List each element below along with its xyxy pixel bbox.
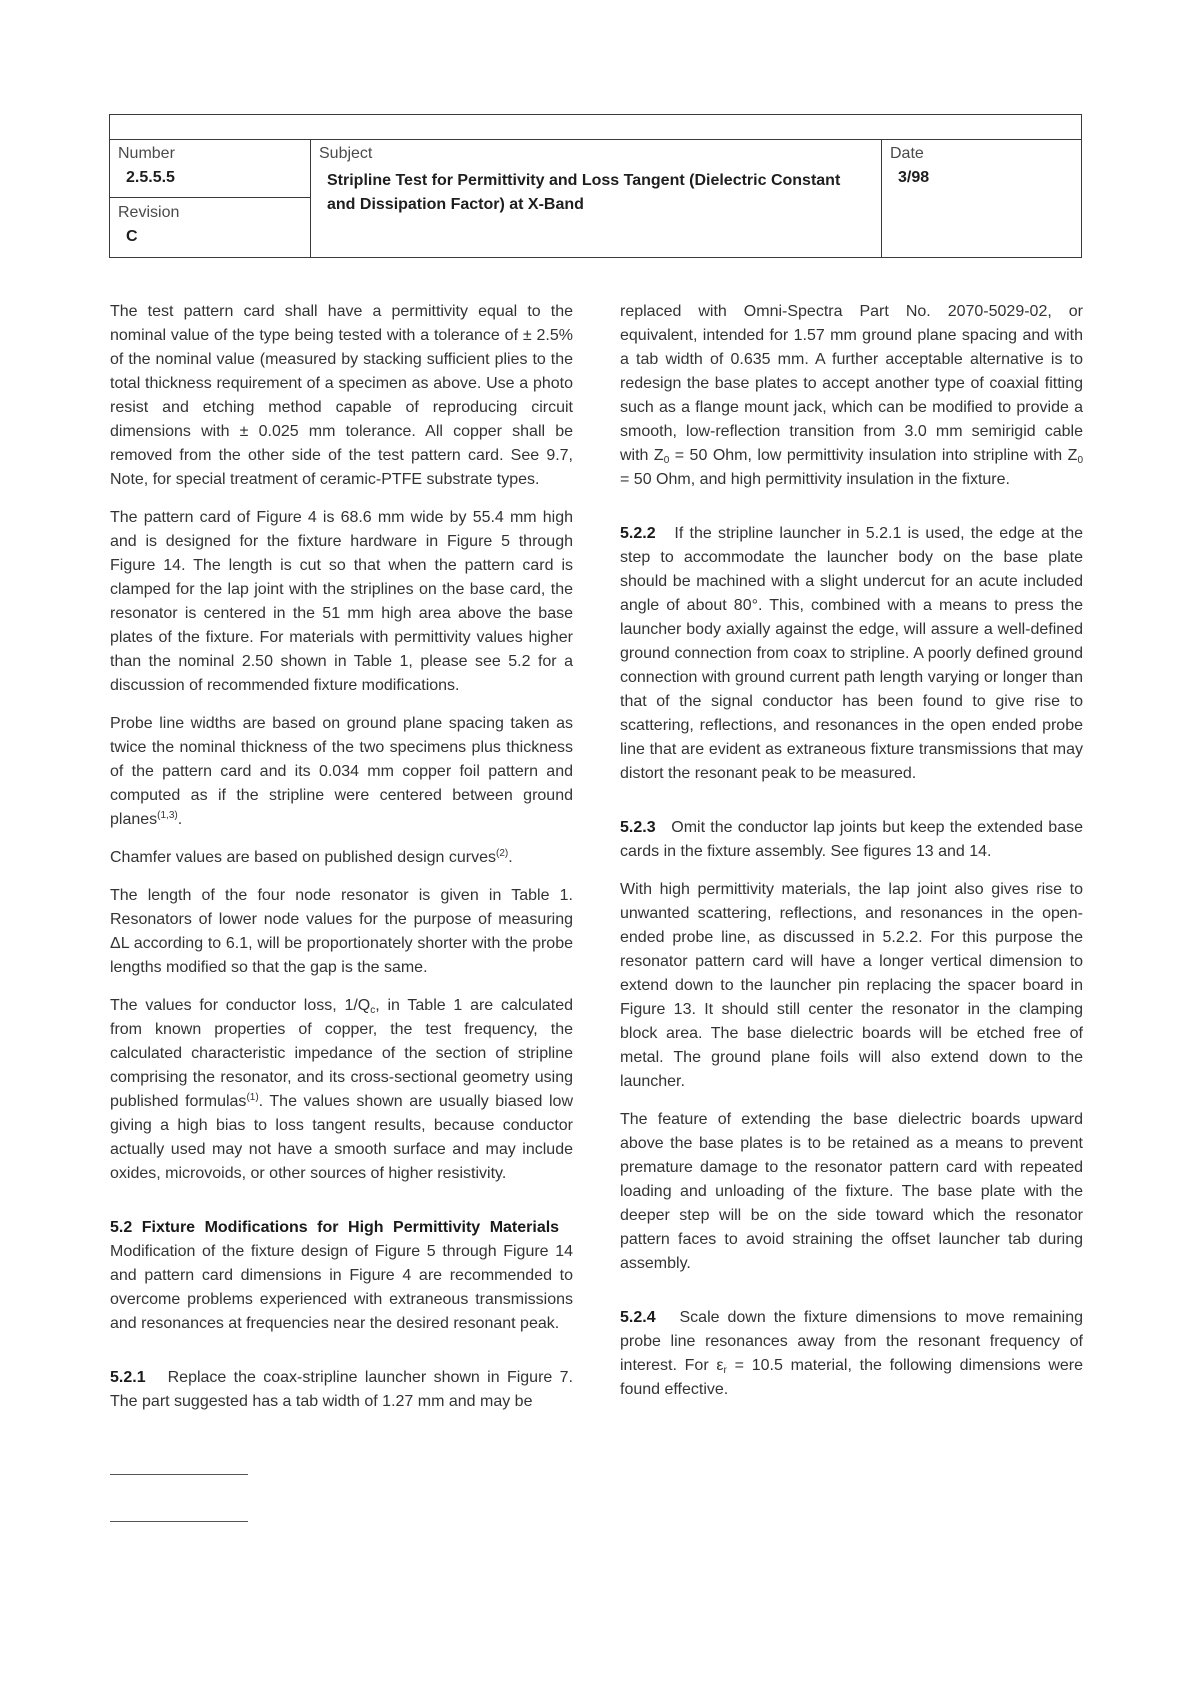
section-number-5-2-3: 5.2.3 (620, 819, 656, 836)
footnote-rule (110, 1474, 248, 1475)
paragraph-resonator-length: The length of the four node resonator is given in Table 1. Resonators of lower node values for the purpose of measuring ΔL according to 6.1, will be proportionately shorter with the probe lengths modified so that the gap is the same. (110, 887, 573, 976)
number-label: Number (118, 145, 175, 162)
section-heading-5-2: 5.2 Fixture Modifications for High Permittivity Materials (110, 1219, 560, 1236)
paragraph-probe-line-widths (110, 712, 573, 832)
subscript: 0 (1077, 455, 1083, 466)
reference-superscript: (1,3) (157, 810, 178, 821)
paragraph-chamfer-values (110, 846, 573, 870)
conductor-loss-text: The values for conductor loss, 1/Q (110, 997, 371, 1014)
section-5-2-2 (620, 522, 1083, 786)
header-top-bar (110, 115, 1081, 140)
punctuation: . (177, 811, 183, 828)
probe-line-text: Probe line widths are based on ground plane spacing taken as twice the nominal thickness of the two specimens plus thickness of the pattern card and its 0.034 mm copper foil pattern and computed as if the stripline were centered between ground planes (110, 715, 573, 828)
revision-value: C (126, 228, 138, 245)
date-cell (882, 139, 1080, 257)
document-header-box (109, 114, 1082, 258)
reference-superscript: (2) (496, 848, 509, 859)
section-5-2-1 (110, 1366, 573, 1414)
conductor-loss-text: . The values shown are usually biased low giving a high bias to loss tangent results, because conductor actually used may not have a smooth surface and may include oxides, microvoids, or other sources of higher resistivity. (110, 1093, 574, 1182)
paragraph-lap-joint: With high permittivity materials, the lap joint also gives rise to unwanted scattering, reflections, and resonances in the open-ended probe line, as discussed in 5.2.2. For this purpose the resonator pattern card will have a longer vertical dimension to extend down to the launcher pin replacing the spacer board in Figure 13. It should still center the resonator in the clamping block area. The base dielectric boards will be etched free of metal. The ground plane foils will also extend down to the launcher. (620, 881, 1083, 1090)
subscript: 0 (663, 455, 670, 466)
launcher-text: = 50 Ohm, low permittivity insulation into stripline with Z (669, 447, 1078, 464)
punctuation: . (508, 849, 513, 866)
section-5-2-1-text: Replace the coax-stripline launcher shown in Figure 7. The part suggested has a tab width of 1.27 mm and may be (110, 1369, 573, 1410)
subscript: c (370, 1005, 376, 1016)
conductor-loss-text: , in Table 1 are calculated from known properties of copper, the test frequency, the calculated characteristic impedance of the section of stripline comprising the resonator, and its cross-sectional geometry using published formulas (110, 997, 574, 1110)
date-label: Date (890, 145, 924, 162)
section-5-2-4-text: = 10.5 material, the following dimensions were found effective. (620, 1357, 1084, 1398)
section-number-5-2-4: 5.2.4 (620, 1309, 656, 1326)
revision-cell (110, 198, 311, 257)
number-value: 2.5.5.5 (126, 169, 175, 186)
footnote-rule (110, 1521, 248, 1522)
left-column (110, 300, 573, 1428)
launcher-text: replaced with Omni-Spectra Part No. 2070-5029-02, or equivalent, intended for 1.57 mm ground plane spacing and with a tab width of 0.635 mm. A further acceptable alternative is to redesign the base plates to accept another type of coaxial fitting such as a flange mount jack, which can be modified to provide a smooth, low-reflection transition from 3.0 mm semirigid cable with Z (620, 303, 1083, 464)
revision-label: Revision (118, 204, 180, 221)
section-number-5-2-2: 5.2.2 (620, 525, 656, 542)
subject-title: Stripline Test for Permittivity and Loss Tangent (Dielectric Constant and Dissipation Factor) at X-Band (327, 172, 841, 213)
section-5-2-2-text: If the stripline launcher in 5.2.1 is used, the edge at the step to accommodate the launcher body on the base plate should be machined with a slight undercut for an acute included angle of about 80°. This, combined with a means to press the launcher body axially against the edge, will assure a well-defined ground connection from coax to stripline. A poorly defined ground connection with ground current path length varying or longer than that of the signal conductor has been found to give rise to scattering, reflections, and resonances in the open ended probe line that are evident as extraneous fixture transmissions that may distort the resonant peak to be measured. (620, 525, 1083, 782)
section-5-2-4-text: Scale down the fixture dimensions to move remaining probe line resonances away from the resonant frequency of interest. For ε (620, 1309, 1084, 1374)
launcher-text: = 50 Ohm, and high permittivity insulation in the fixture. (620, 471, 1010, 488)
right-column (620, 300, 1083, 1416)
section-5-2-text: Modification of the fixture design of Figure 5 through Figure 14 and pattern card dimensions in Figure 4 are recommended to overcome problems experienced with extraneous transmissions and resonances at frequencies near the desired resonant peak. (110, 1243, 573, 1332)
number-cell (110, 139, 311, 198)
paragraph-test-pattern-card: The test pattern card shall have a permittivity equal to the nominal value of the type being tested with a tolerance of ± 2.5% of the nominal value (measured by stacking sufficient plies to the total thickness requirement of a specimen as above. Use a photo resist and etching method capable of reproducing circuit dimensions with ± 0.025 mm tolerance. All copper shall be removed from the other side of the test pattern card. See 9.7, Note, for special treatment of ceramic-PTFE substrate types. (110, 303, 573, 488)
section-number-5-2-1: 5.2.1 (110, 1369, 146, 1386)
subject-label: Subject (319, 145, 373, 162)
subject-cell (311, 139, 882, 257)
section-5-2-3 (620, 816, 1083, 864)
subscript: r (723, 1365, 727, 1376)
paragraph-extending-boards: The feature of extending the base dielectric boards upward above the base plates is to be retained as a means to prevent premature damage to the resonator pattern card with repeated loading and unloading of the fixture. The base plate with the deeper step will be on the side toward which the resonator pattern faces to avoid straining the offset launcher tab during assembly. (620, 1111, 1083, 1272)
section-5-2 (110, 1216, 573, 1336)
section-5-2-3-text: Omit the conductor lap joints but keep the extended base cards in the fixture assembly. See figures 13 and 14. (620, 819, 1084, 860)
date-value: 3/98 (898, 169, 930, 186)
paragraph-conductor-loss (110, 994, 573, 1186)
section-5-2-4 (620, 1306, 1083, 1402)
chamfer-text: Chamfer values are based on published design curves (110, 849, 497, 866)
paragraph-launcher-replacement (620, 300, 1083, 492)
reference-superscript: (1) (246, 1092, 259, 1103)
paragraph-pattern-card-dimensions: The pattern card of Figure 4 is 68.6 mm wide by 55.4 mm high and is designed for the fixture hardware in Figure 5 through Figure 14. The length is cut so that when the pattern card is clamped for the lap joint with the striplines on the base card, the resonator is centered in the 51 mm high area above the base plates of the fixture. For materials with permittivity values higher than the nominal 2.50 shown in Table 1, please see 5.2 for a discussion of recommended fixture modifications. (110, 509, 573, 694)
